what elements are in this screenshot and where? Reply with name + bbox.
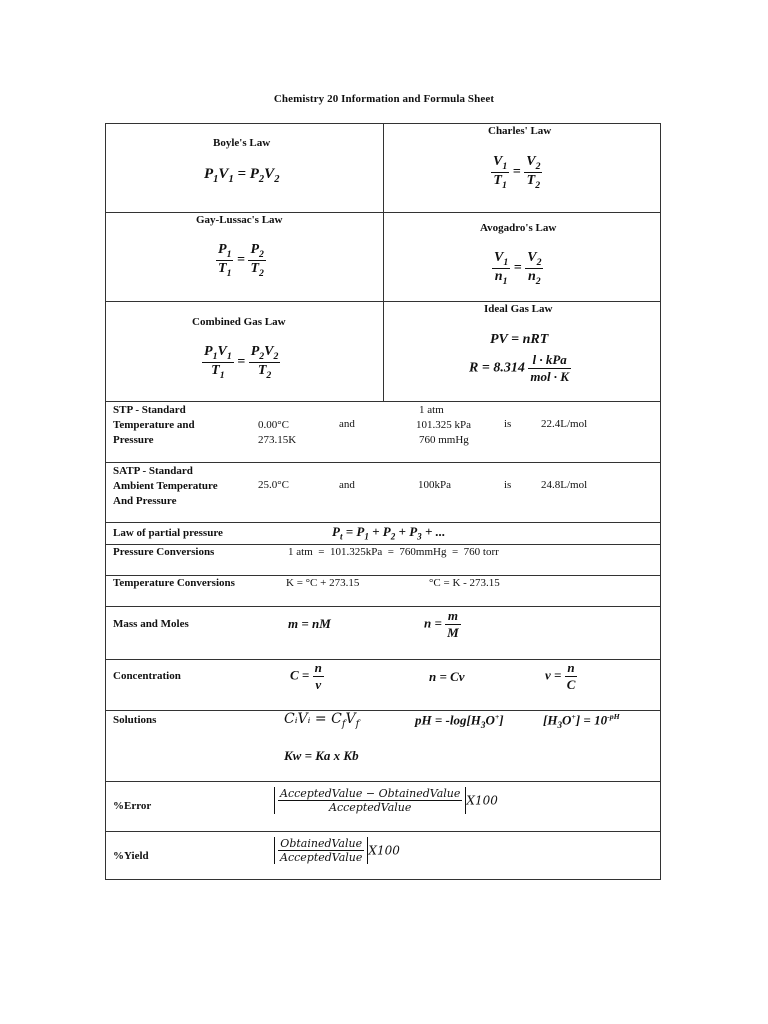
moles-formula: n = $\frac{m}{M}$ — [424, 608, 459, 640]
row-divider — [106, 575, 660, 576]
charles-law-formula: $\frac{V_1}{T_1}$ = $\frac{V_2}{T_2}$ — [493, 154, 541, 191]
row-divider — [106, 401, 660, 402]
kelvin-formula: K = °C + 273.15 — [286, 577, 360, 589]
partial-pressure-label: Law of partial pressure — [113, 527, 223, 539]
partial-pressure-formula: $P_t = P_1 + P_2 + P_3$ + ... — [332, 524, 446, 542]
pressure-conversions-label: Pressure Conversions — [113, 546, 215, 558]
row-divider — [106, 522, 660, 523]
stp-pressures: 1 atm 101.325 kPa 760 mmHg — [416, 404, 471, 446]
kw-formula: Kw = Ka x Kb — [284, 748, 359, 763]
satp-label: SATP - Standard Ambient Temperature And Pressure — [113, 465, 218, 507]
page-title: Chemistry 20 Information and Formula Sheet — [273, 93, 495, 105]
row-divider — [106, 831, 660, 832]
charles-law-label: Charles' Law — [488, 125, 552, 137]
gay-lussac-law-formula: $\frac{P_1}{T_1}$ = $\frac{P_2}{T_2}$ — [218, 242, 264, 279]
percent-yield-label: %Yield — [113, 850, 149, 862]
combined-gas-law-label: Combined Gas Law — [192, 316, 286, 328]
percent-error-label: %Error — [113, 800, 152, 812]
satp-temperature: 25.0°C — [258, 479, 289, 491]
satp-and: and — [339, 479, 355, 491]
row-divider — [106, 710, 660, 711]
formula-sheet — [105, 123, 661, 880]
moles-from-concentration-formula: n = Cv — [429, 669, 465, 684]
concentration-label: Concentration — [113, 670, 181, 682]
gas-law-divider — [383, 124, 384, 401]
avogadros-law-formula: $\frac{V_1}{n_1}$ = $\frac{V_2}{n_2}$ — [494, 250, 542, 287]
avogadros-law-label: Avogadro's Law — [480, 222, 557, 234]
satp-is: is — [504, 479, 512, 491]
celsius-formula: °C = K - 273.15 — [429, 577, 500, 589]
row-divider — [106, 301, 660, 302]
row-divider — [106, 212, 660, 213]
boyles-law-label: Boyle's Law — [213, 137, 271, 149]
satp-volume: 24.8L/mol — [541, 479, 588, 491]
stp-is: is — [504, 418, 512, 430]
percent-yield-formula: $\frac{\text{ObtainedValue}}{\text{AcceptedValue}}$ X100 — [274, 837, 400, 864]
row-divider — [106, 544, 660, 545]
row-divider — [106, 462, 660, 463]
stp-label: STP - Standard Temperature and Pressure — [113, 404, 195, 446]
volume-formula: v = $\frac{n}{C}$ — [545, 660, 576, 692]
dilution-formula: CᵢVᵢ = $C_fV_f$ — [284, 711, 360, 730]
stp-and: and — [339, 418, 355, 430]
gas-constant-formula: R = 8.314 $\frac{\text{l · kPa}}{\text{mol · K}}$ — [469, 352, 569, 384]
row-divider — [106, 781, 660, 782]
mass-moles-label: Mass and Moles — [113, 618, 189, 630]
satp-pressure: 100kPa — [418, 479, 451, 491]
solutions-label: Solutions — [113, 714, 157, 726]
temperature-conversions-label: Temperature Conversions — [113, 577, 235, 589]
combined-gas-law-formula: $\frac{P_1V_1}{T_1}$ = $\frac{P_2V_2}{T_2}$ — [204, 344, 279, 381]
gay-lussac-law-label: Gay-Lussac's Law — [196, 214, 283, 226]
row-divider — [106, 606, 660, 607]
boyles-law-formula: $P_1V_1 = P_2V_2$ — [204, 166, 280, 185]
ideal-gas-law-label: Ideal Gas Law — [484, 303, 553, 315]
stp-temperatures: 0.00°C 273.15K — [258, 419, 297, 446]
mass-formula: m = nM — [288, 616, 331, 631]
hydronium-formula: $[H_3O^+] = 10^{-pH}$ — [543, 712, 620, 730]
stp-volume: 22.4L/mol — [541, 418, 588, 430]
ph-formula: pH = $-\log[H_3O^+]$ — [415, 712, 504, 730]
ideal-gas-law-formula: PV = nRT — [490, 332, 549, 347]
pressure-conversions-text: 1 atm = 101.325kPa = 760mmHg = 760 torr — [288, 546, 499, 558]
concentration-formula: C = $\frac{n}{v}$ — [290, 660, 322, 692]
percent-error-formula: $\frac{\text{AcceptedValue − ObtainedValue}}{\text{AcceptedValue}}$ X100 — [274, 787, 498, 814]
